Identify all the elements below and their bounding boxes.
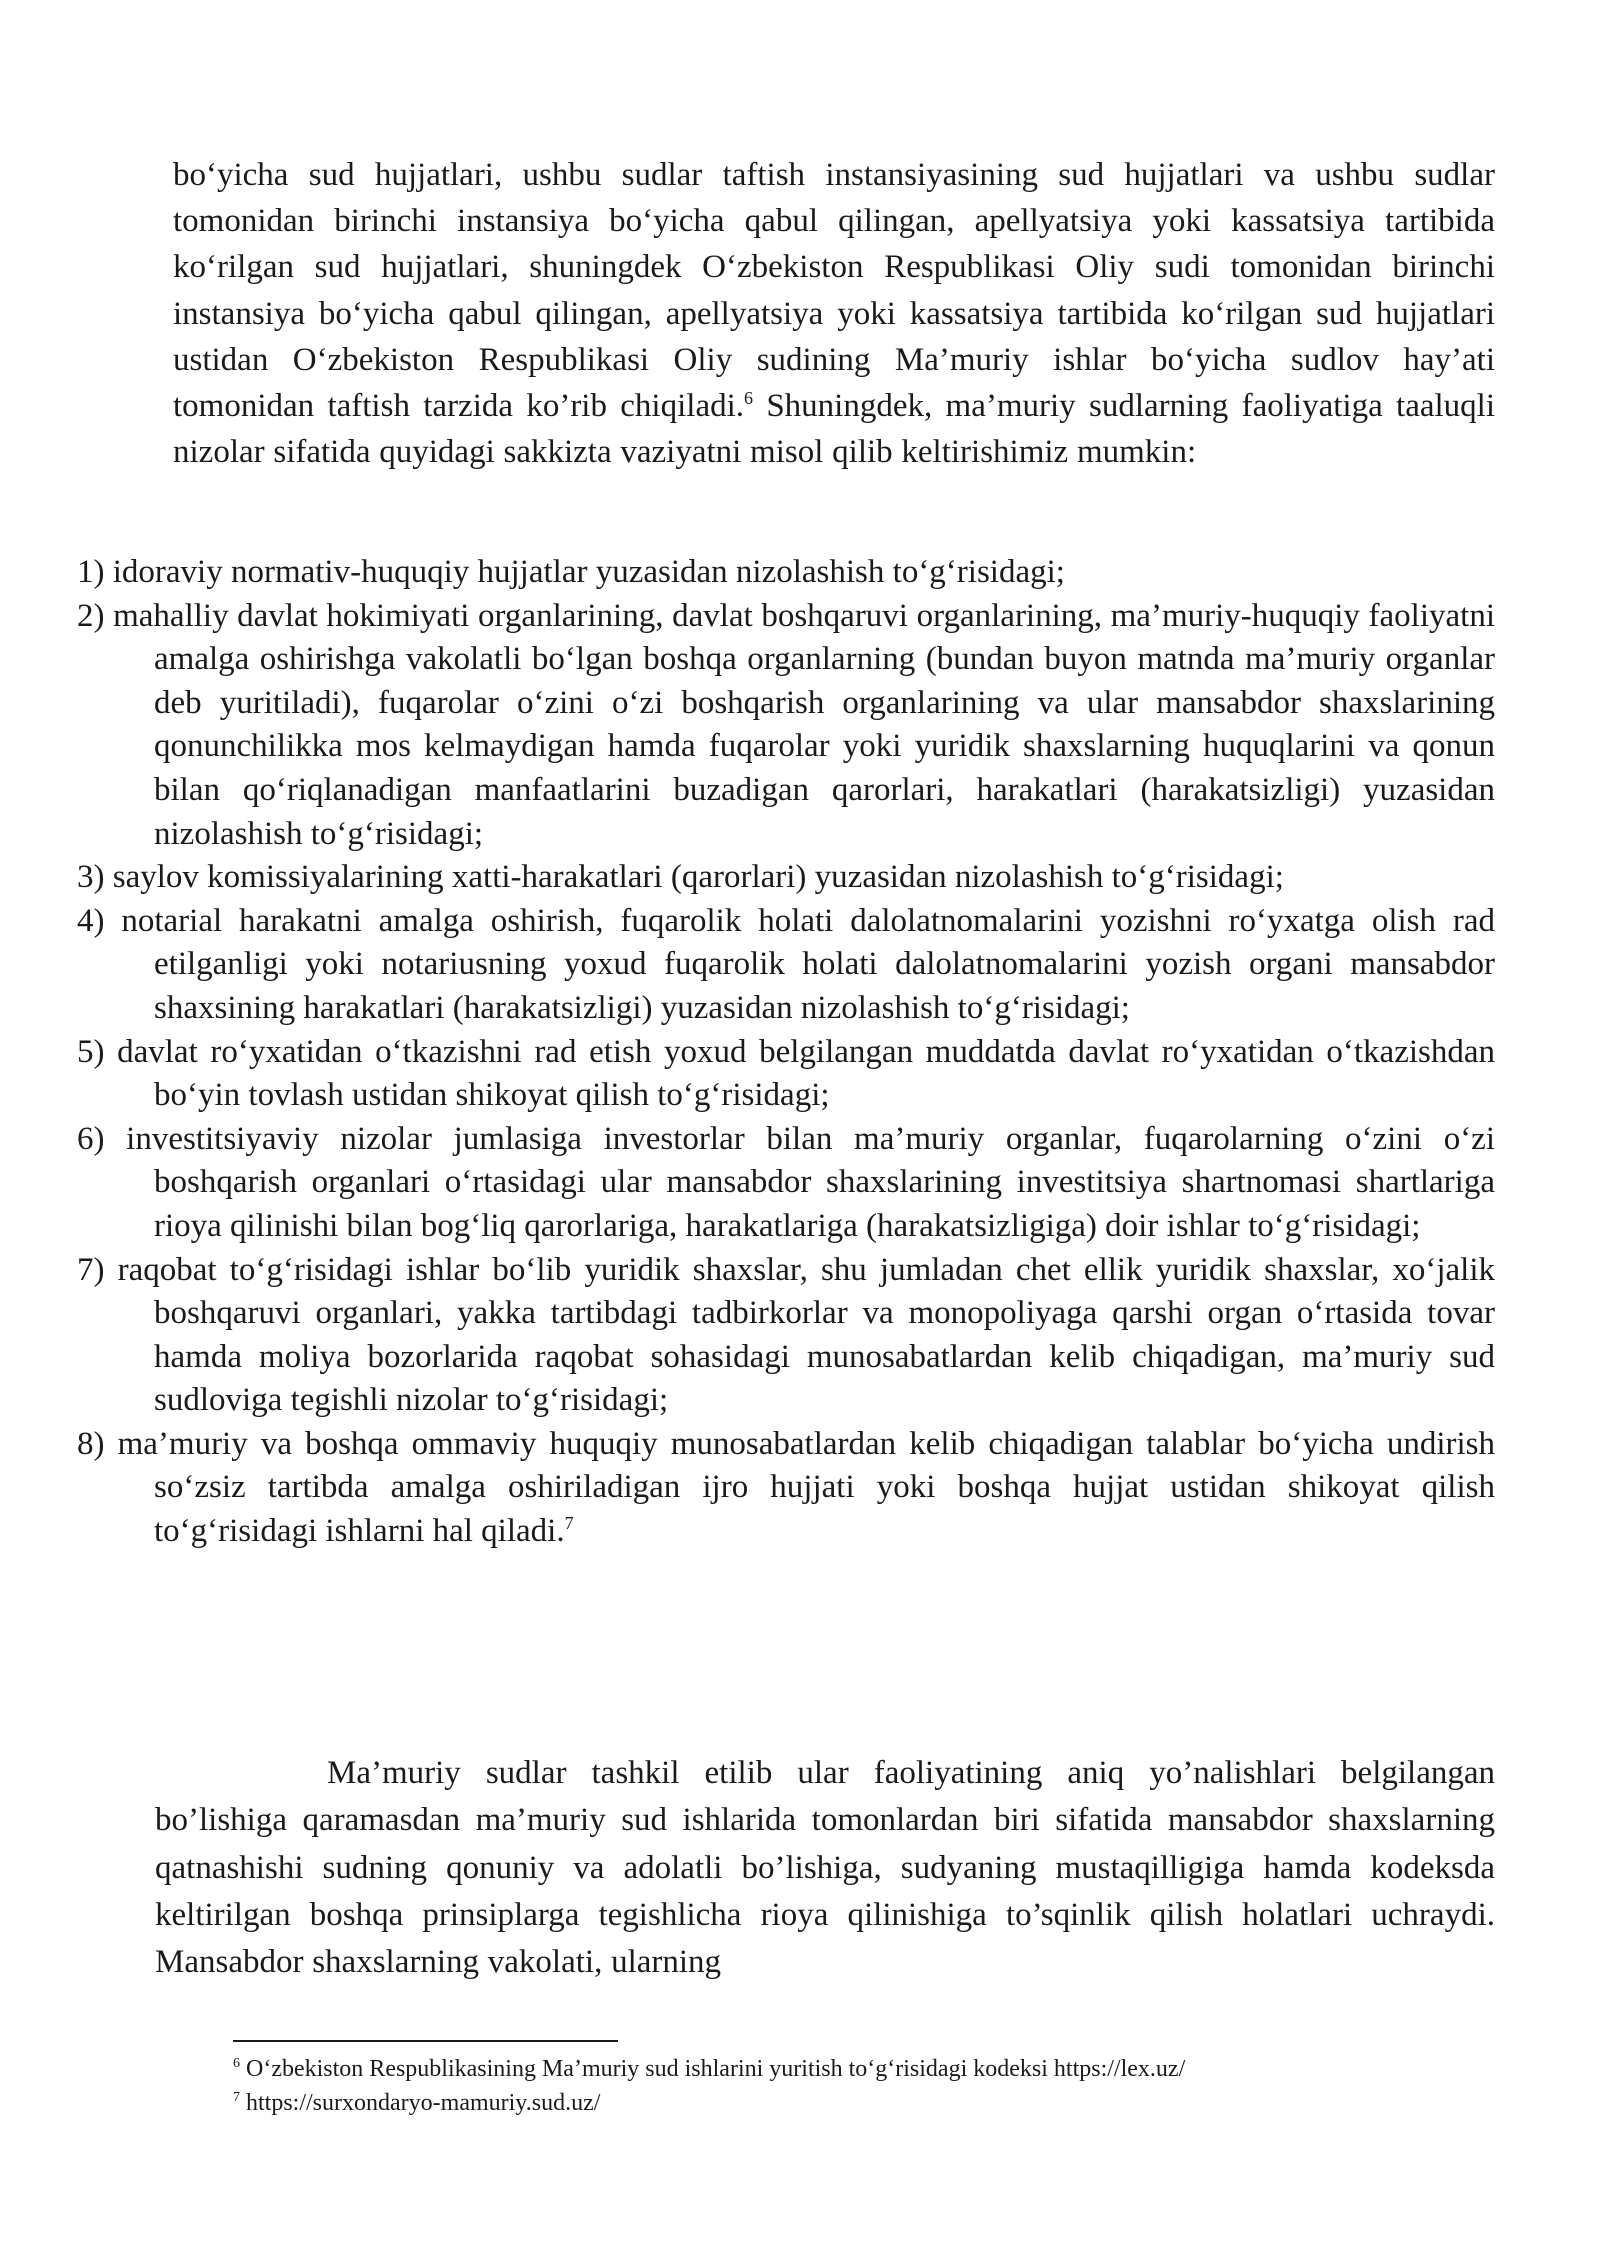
list-item: 1) idoraviy normativ-huquqiy hujjatlar yuzasidan nizolashish to‘g‘risidagi; (77, 554, 1065, 590)
footnote-number: 6 (233, 2056, 240, 2071)
list-item: 7) raqobat to‘g‘risidagi ishlar bo‘lib yuridik shaxslar, shu jumladan chet ellik yuridik shaxslar, xo‘jalik boshqaruvi organlari, yakka tartibdagi tadbirkorlar va monopoliyaga qarshi organ o‘rtasida tovar hamda moliya bozorlarida raqobat sohasidagi munosabatlardan kelib chiqadigan, ma’muriy sud sudloviga tegishli nizolar to‘g‘risidagi; (77, 1251, 1495, 1419)
list-item: 3) saylov komissiyalarining xatti-harakatlari (qarorlari) yuzasidan nizolashish to‘g‘risidagi; (77, 859, 1284, 896)
list-item-last (77, 1423, 1495, 1554)
list-item: 6) investitsiyaviy nizolar jumlasiga investorlar bilan ma’muriy organlar, fuqarolarning o‘zini o‘zi boshqarish organlari o‘rtasidagi ular mansabdor shaxslarining investitsiya shartnomasi shartlariga rioya qilinishi bilan bog‘liq qarorlariga, harakatlariga (harakatsizligiga) doir ishlar to‘g‘risidagi; (77, 1120, 1495, 1244)
footnote-separator (233, 2040, 618, 2042)
footnote-6 (233, 2052, 1433, 2086)
list-item: 5) davlat ro‘yxatidan o‘tkazishni rad etish yoxud belgilangan muddatda davlat ro‘yxatidan o‘tkazishdan bo‘yin tovlash ustidan shikoyat qilish to‘g‘risidagi; (77, 1033, 1495, 1114)
body-paragraph-1 (173, 152, 1495, 475)
paragraph-1-text: bo‘yicha sud hujjatlari, ushbu sudlar taftish instansiyasining sud hujjatlari va ushbu sudlar tomonidan birinchi instansiya bo‘yicha qabul qilingan, apellyatsiya yoki kassatsiya tartibida ko‘rilgan sud hujjatlari, shuningdek O‘zbekiston Respublikasi Oliy sudi tomonidan birinchi instansiya bo‘yicha qabul qilingan, apellyatsiya yoki kassatsiya tartibida ko‘rilgan sud hujjatlari ustidan O‘zbekiston Respublikasi Oliy sudining Ma’muriy ishlar bo‘yicha sudlov hay’ati tomonidan taftish tarzida ko’rib chiqiladi. (173, 157, 1495, 425)
footnote-ref-6[interactable]: 6 (744, 388, 754, 409)
footnote-7 (233, 2086, 1433, 2120)
footnote-text: https://surxondaryo-mamuriy.sud.uz/ (240, 2090, 601, 2116)
footnote-text: O‘zbekiston Respublikasining Ma’muriy sud ishlarini yuritish to‘g‘risidagi kodeksi https://lex.uz/ (240, 2056, 1186, 2082)
footnote-number: 7 (233, 2090, 240, 2105)
list-item-text: 8) ma’muriy va boshqa ommaviy huquqiy munosabatlardan kelib chiqadigan talablar bo‘yicha undirish so‘zsiz tartibda amalga oshiriladigan ijro hujjati yoki boshqa hujjat ustidan shikoyat qilish to‘g‘risidagi ishlarni hal qiladi. (77, 1425, 1495, 1550)
body-paragraph-2: Ma’muriy sudlar tashkil etilib ular faoliyatining aniq yo’nalishlari belgilangan bo’lishiga qaramasdan ma’muriy sud ishlarida tomonlardan biri sifatida mansabdor shaxslarning qatnashishi sudning qonuniy va adolatli bo’lishiga, sudyaning mustaqilligiga hamda kodeksda keltirilgan boshqa prinsiplarga tegishlicha rioya qilinishiga to’sqinlik qilish holatlari uchraydi. Mansabdor shaxslarning vakolati, ularning (155, 1755, 1495, 1981)
numbered-list (77, 551, 1495, 1554)
footnotes (233, 2052, 1433, 2120)
footnote-ref-7[interactable]: 7 (564, 1513, 574, 1534)
list-item: 2) mahalliy davlat hokimiyati organlarining, davlat boshqaruvi organlarining, ma’muriy-huquqiy faoliyatni amalga oshirishga vakolatli bo‘lgan boshqa organlarning (bundan buyon matnda ma’muriy organlar deb yuritiladi), fuqarolar o‘zini o‘zi boshqarish organlarining va ular mansabdor shaxslarining qonunchilikka mos kelmaydigan hamda fuqarolar yoki yuridik shaxslarning huquqlarini va qonun bilan qo‘riqlanadigan manfaatlarini buzadigan qarorlari, harakatlari (harakatsizligi) yuzasidan nizolashish to‘g‘risidagi; (77, 597, 1495, 852)
list-item: 4) notarial harakatni amalga oshirish, fuqarolik holati dalolatnomalarini yozishni ro‘yxatga olish rad etilganligi yoki notariusning yoxud fuqarolik holati dalolatnomalarini yozish organi mansabdor shaxsining harakatlari (harakatsizligi) yuzasidan nizolashish to‘g‘risidagi; (77, 902, 1495, 1026)
paragraph-1-continuation: Shuningdek, ma’muriy sudlarning faoliyatiga taaluqli nizolar sifatida quyidagi sakkizta vaziyatni misol qilib keltirishimiz mumkin: (173, 388, 1496, 471)
